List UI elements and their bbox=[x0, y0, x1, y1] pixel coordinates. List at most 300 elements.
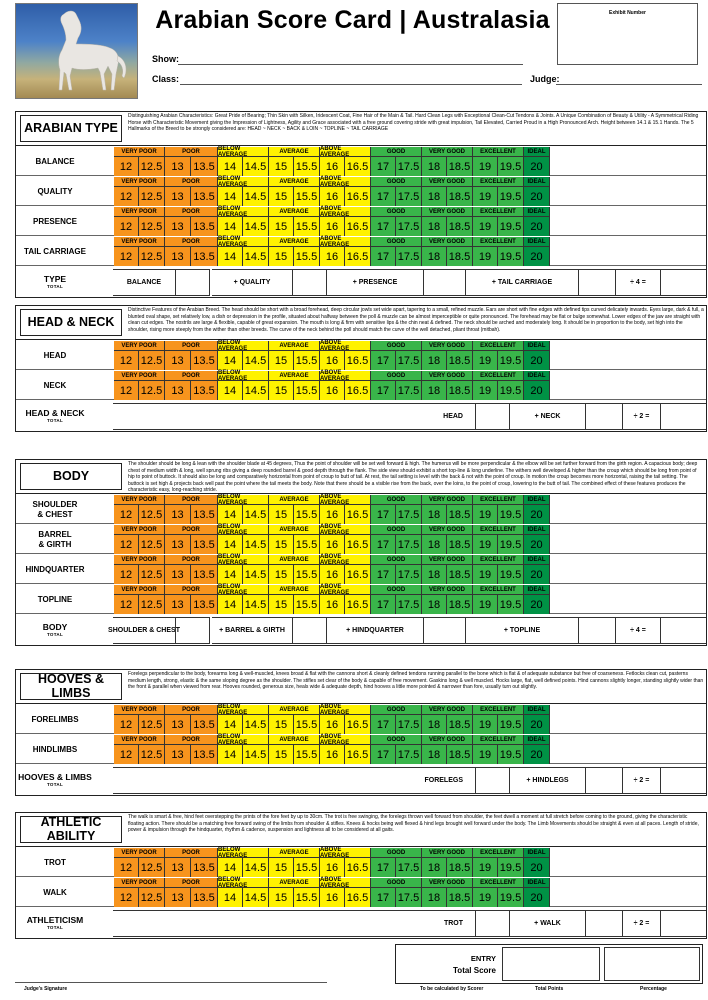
category-label bbox=[524, 495, 550, 505]
score-value: 19 bbox=[473, 217, 498, 236]
category-text: EXCELLENT bbox=[473, 341, 524, 351]
category-text: VERY POOR bbox=[114, 147, 165, 157]
score-value: 18.5 bbox=[447, 745, 473, 764]
total-input-box[interactable] bbox=[660, 403, 707, 430]
category-text: GOOD bbox=[371, 237, 422, 247]
score-value: 15 bbox=[269, 217, 294, 236]
score-value: 13.5 bbox=[191, 535, 218, 554]
score-value: 18.5 bbox=[447, 157, 473, 176]
category-label bbox=[218, 878, 269, 888]
category-label bbox=[524, 585, 550, 595]
category-label bbox=[269, 147, 320, 157]
category-label bbox=[473, 705, 524, 715]
category-label bbox=[524, 848, 550, 858]
score-value: 14 bbox=[218, 535, 243, 554]
score-value: 15.5 bbox=[294, 157, 320, 176]
score-value: 13 bbox=[165, 595, 191, 614]
category-text: IDEAL bbox=[524, 207, 550, 217]
category-text: EXCELLENT bbox=[473, 848, 524, 858]
score-value: 15.5 bbox=[294, 715, 320, 734]
judge-label: Judge: bbox=[530, 74, 560, 84]
category-text: AVERAGE bbox=[269, 237, 320, 247]
score-value: 17.5 bbox=[396, 858, 422, 877]
section-title: ATHLETIC ABILITY bbox=[20, 816, 122, 843]
total-part-label bbox=[327, 269, 423, 296]
total-part-label bbox=[113, 910, 475, 937]
score-value: 18.5 bbox=[447, 351, 473, 370]
section-total-row bbox=[15, 909, 707, 938]
score-value: 19 bbox=[473, 381, 498, 400]
score-value: 12.5 bbox=[139, 247, 165, 266]
category-text: GOOD bbox=[371, 177, 422, 187]
score-value: 14.5 bbox=[243, 217, 269, 236]
score-value: 13.5 bbox=[191, 351, 218, 370]
category-text: VERY GOOD bbox=[422, 371, 473, 381]
category-text: BELOW AVERAGE bbox=[218, 585, 269, 595]
score-value: 12 bbox=[114, 888, 139, 907]
score-value: 18 bbox=[422, 217, 447, 236]
total-input-box[interactable] bbox=[175, 269, 210, 296]
score-value: 18.5 bbox=[447, 217, 473, 236]
score-value: 12.5 bbox=[139, 351, 165, 370]
category-text: EXCELLENT bbox=[473, 237, 524, 247]
judge-field[interactable] bbox=[556, 84, 702, 85]
category-text: IDEAL bbox=[524, 177, 550, 187]
total-part-label bbox=[623, 910, 660, 937]
score-value: 15.5 bbox=[294, 187, 320, 206]
total-label bbox=[15, 766, 95, 795]
score-value: 17 bbox=[371, 187, 396, 206]
total-input-box[interactable] bbox=[585, 767, 623, 794]
total-input-box[interactable] bbox=[475, 767, 510, 794]
score-value: 19 bbox=[473, 157, 498, 176]
total-points-field[interactable] bbox=[502, 947, 600, 981]
total-part-text: + TOPLINE bbox=[503, 627, 541, 634]
category-text: ABOVE AVERAGE bbox=[320, 207, 371, 217]
score-value: 18 bbox=[422, 595, 447, 614]
category-text: GOOD bbox=[371, 848, 422, 858]
score-value: 20 bbox=[524, 888, 550, 907]
score-value: 12 bbox=[114, 217, 139, 236]
category-text: GOOD bbox=[371, 341, 422, 351]
score-value: 14 bbox=[218, 217, 243, 236]
horse-silhouette bbox=[16, 4, 138, 99]
category-label bbox=[320, 207, 371, 217]
total-input-box[interactable] bbox=[660, 269, 707, 296]
score-value: 17.5 bbox=[396, 535, 422, 554]
score-row bbox=[15, 147, 707, 176]
total-part-label bbox=[466, 617, 578, 644]
score-value: 13.5 bbox=[191, 565, 218, 584]
score-value: 17 bbox=[371, 888, 396, 907]
score-value: 18.5 bbox=[447, 505, 473, 524]
total-input-box[interactable] bbox=[175, 617, 210, 644]
score-value: 16 bbox=[320, 247, 345, 266]
score-value: 16.5 bbox=[345, 247, 371, 266]
score-value: 19 bbox=[473, 535, 498, 554]
total-part-text: ÷ 4 = bbox=[630, 627, 646, 634]
score-value: 17 bbox=[371, 715, 396, 734]
category-label bbox=[320, 705, 371, 715]
score-value: 17.5 bbox=[396, 888, 422, 907]
total-part-label bbox=[327, 617, 423, 644]
category-text: POOR bbox=[165, 237, 218, 247]
category-label bbox=[114, 341, 165, 351]
category-text: BELOW AVERAGE bbox=[218, 705, 269, 715]
category-text: GOOD bbox=[371, 207, 422, 217]
row-label: PRESENCE bbox=[32, 216, 77, 226]
score-row bbox=[15, 735, 707, 764]
total-input-box[interactable] bbox=[292, 269, 327, 296]
category-label bbox=[218, 341, 269, 351]
category-label bbox=[165, 237, 218, 247]
score-value: 17.5 bbox=[396, 565, 422, 584]
score-value: 18.5 bbox=[447, 565, 473, 584]
score-value: 17.5 bbox=[396, 715, 422, 734]
category-label bbox=[218, 495, 269, 505]
total-input-box[interactable] bbox=[660, 767, 707, 794]
score-value: 15 bbox=[269, 858, 294, 877]
score-value: 18.5 bbox=[447, 187, 473, 206]
category-label bbox=[114, 207, 165, 217]
score-value: 14.5 bbox=[243, 187, 269, 206]
score-value: 14 bbox=[218, 745, 243, 764]
score-value: 17.5 bbox=[396, 187, 422, 206]
section-description: The shoulder should be long & lean with the shoulder blade at 45 degrees, Thus the point of shoulder will be set well forward & high. The humerus will be more perpendicular & the elbow will be set further forward from the girth region. A capacious body; deep chest of medium width & long, well sprung ribs giving a deep rounded barrel & good depth through the flank. The side view should exhibit a short top-line & long underline. The withers well developed & higher than the croup which should be long from point of hip to point of buttock. It should also be long and comparatively horizontal from point of croup to butt of tail. At rest, the tail setting is level with the back & not with the point of croup. In motion the croup becomes more horizontal, raising the tail setting. The buttock is set high & projects back well past the point where the tail meets the body. Note that there should be a visible rise from the back, over the loins, to the point of croup, lowering to the butt of tail. The combined effect of these features produces the characteristic easy, long-reaching stride. bbox=[128, 461, 698, 492]
category-label bbox=[269, 207, 320, 217]
score-value: 19 bbox=[473, 888, 498, 907]
category-label bbox=[371, 525, 422, 535]
score-value: 16.5 bbox=[345, 745, 371, 764]
score-row bbox=[15, 848, 707, 877]
category-text: POOR bbox=[165, 848, 218, 858]
score-value: 16.5 bbox=[345, 715, 371, 734]
category-text: BELOW AVERAGE bbox=[218, 371, 269, 381]
score-value: 15 bbox=[269, 381, 294, 400]
score-value: 13 bbox=[165, 381, 191, 400]
score-value: 13 bbox=[165, 535, 191, 554]
signature-line[interactable] bbox=[15, 982, 327, 983]
category-label bbox=[371, 147, 422, 157]
total-input-box[interactable] bbox=[585, 403, 623, 430]
score-value: 19.5 bbox=[498, 217, 524, 236]
score-value: 16.5 bbox=[345, 157, 371, 176]
score-value: 13.5 bbox=[191, 858, 218, 877]
score-row bbox=[15, 207, 707, 236]
category-label bbox=[218, 585, 269, 595]
category-label bbox=[165, 555, 218, 565]
category-text: VERY POOR bbox=[114, 555, 165, 565]
score-value: 17.5 bbox=[396, 595, 422, 614]
category-label bbox=[218, 525, 269, 535]
score-value: 17 bbox=[371, 535, 396, 554]
score-value: 19.5 bbox=[498, 247, 524, 266]
score-value: 14.5 bbox=[243, 888, 269, 907]
score-value: 19.5 bbox=[498, 745, 524, 764]
total-input-box[interactable] bbox=[585, 910, 623, 937]
category-label bbox=[269, 585, 320, 595]
score-value: 16.5 bbox=[345, 535, 371, 554]
score-value: 20 bbox=[524, 381, 550, 400]
score-value: 14.5 bbox=[243, 505, 269, 524]
category-text: VERY POOR bbox=[114, 341, 165, 351]
class-label: Class: bbox=[152, 74, 180, 84]
total-input-box[interactable] bbox=[423, 617, 466, 644]
score-value: 18.5 bbox=[447, 381, 473, 400]
category-label bbox=[524, 371, 550, 381]
total-input-box[interactable] bbox=[475, 403, 510, 430]
score-value: 19.5 bbox=[498, 381, 524, 400]
category-text: GOOD bbox=[371, 705, 422, 715]
category-label bbox=[218, 848, 269, 858]
score-value: 15 bbox=[269, 535, 294, 554]
score-value: 17 bbox=[371, 565, 396, 584]
score-value: 16.5 bbox=[345, 217, 371, 236]
row-label: TOPLINE bbox=[37, 594, 73, 604]
score-value: 13.5 bbox=[191, 247, 218, 266]
score-value: 15 bbox=[269, 157, 294, 176]
category-label bbox=[320, 495, 371, 505]
score-row bbox=[15, 878, 707, 907]
category-label bbox=[422, 555, 473, 565]
category-text: GOOD bbox=[371, 878, 422, 888]
row-label: TROT bbox=[44, 857, 66, 867]
total-label-name: HEAD & NECK bbox=[25, 408, 85, 419]
category-label bbox=[473, 495, 524, 505]
show-field[interactable] bbox=[178, 64, 523, 65]
category-label bbox=[422, 525, 473, 535]
category-text: VERY POOR bbox=[114, 878, 165, 888]
section-header bbox=[15, 111, 707, 146]
category-text: AVERAGE bbox=[269, 735, 320, 745]
total-part-text: HEAD bbox=[443, 413, 463, 420]
exhibit-number-box[interactable] bbox=[557, 3, 698, 65]
category-text: EXCELLENT bbox=[473, 585, 524, 595]
score-value: 16 bbox=[320, 351, 345, 370]
category-text: VERY POOR bbox=[114, 585, 165, 595]
category-label bbox=[524, 555, 550, 565]
category-text: VERY GOOD bbox=[422, 495, 473, 505]
score-value: 15.5 bbox=[294, 595, 320, 614]
total-part-text: SHOULDER & CHEST bbox=[108, 627, 180, 634]
total-part-label bbox=[466, 269, 578, 296]
score-value: 14 bbox=[218, 247, 243, 266]
row-label: QUALITY bbox=[37, 186, 73, 196]
score-value: 12 bbox=[114, 715, 139, 734]
category-label bbox=[218, 735, 269, 745]
score-value: 20 bbox=[524, 217, 550, 236]
total-label-name: BODY bbox=[42, 622, 68, 633]
category-text: BELOW AVERAGE bbox=[218, 525, 269, 535]
score-value: 15.5 bbox=[294, 535, 320, 554]
total-input-box[interactable] bbox=[660, 617, 707, 644]
category-text: ABOVE AVERAGE bbox=[320, 147, 371, 157]
total-input-box[interactable] bbox=[660, 910, 707, 937]
total-input-box[interactable] bbox=[578, 269, 616, 296]
category-label bbox=[422, 878, 473, 888]
total-part-label bbox=[623, 767, 660, 794]
category-label bbox=[371, 878, 422, 888]
category-text: IDEAL bbox=[524, 878, 550, 888]
category-text: BELOW AVERAGE bbox=[218, 848, 269, 858]
section-title: BODY bbox=[20, 463, 122, 490]
total-input-box[interactable] bbox=[292, 617, 327, 644]
category-text: IDEAL bbox=[524, 555, 550, 565]
score-value: 17 bbox=[371, 247, 396, 266]
signature-label: Judge's Signature bbox=[24, 986, 68, 992]
category-text: BELOW AVERAGE bbox=[218, 207, 269, 217]
score-value: 20 bbox=[524, 187, 550, 206]
row-label: BALANCE bbox=[35, 156, 75, 166]
category-text: IDEAL bbox=[524, 735, 550, 745]
category-text: ABOVE AVERAGE bbox=[320, 341, 371, 351]
category-label bbox=[422, 341, 473, 351]
score-value: 12.5 bbox=[139, 858, 165, 877]
category-label bbox=[320, 371, 371, 381]
category-label bbox=[269, 341, 320, 351]
category-label bbox=[371, 207, 422, 217]
category-text: GOOD bbox=[371, 525, 422, 535]
total-part-label bbox=[113, 767, 475, 794]
score-value: 14.5 bbox=[243, 351, 269, 370]
category-text: AVERAGE bbox=[269, 371, 320, 381]
category-label bbox=[218, 237, 269, 247]
score-value: 15 bbox=[269, 595, 294, 614]
category-label bbox=[165, 878, 218, 888]
category-text: AVERAGE bbox=[269, 177, 320, 187]
category-text: VERY GOOD bbox=[422, 555, 473, 565]
total-part-text: + BARREL & GIRTH bbox=[219, 627, 285, 634]
score-row bbox=[15, 585, 707, 614]
score-value: 17 bbox=[371, 505, 396, 524]
category-text: BELOW AVERAGE bbox=[218, 735, 269, 745]
category-label bbox=[165, 735, 218, 745]
score-value: 14 bbox=[218, 351, 243, 370]
category-text: VERY GOOD bbox=[422, 878, 473, 888]
score-value: 16 bbox=[320, 595, 345, 614]
score-value: 20 bbox=[524, 351, 550, 370]
score-value: 16 bbox=[320, 157, 345, 176]
total-label bbox=[15, 268, 95, 297]
category-text: VERY GOOD bbox=[422, 525, 473, 535]
score-value: 17 bbox=[371, 745, 396, 764]
score-row bbox=[15, 495, 707, 524]
score-value: 19.5 bbox=[498, 187, 524, 206]
category-label bbox=[269, 705, 320, 715]
score-value: 14.5 bbox=[243, 565, 269, 584]
total-part-label bbox=[510, 910, 585, 937]
category-text: POOR bbox=[165, 495, 218, 505]
score-value: 17.5 bbox=[396, 351, 422, 370]
total-input-box[interactable] bbox=[475, 910, 510, 937]
score-value: 12 bbox=[114, 247, 139, 266]
percentage-field[interactable] bbox=[604, 947, 700, 981]
total-part-text: ÷ 2 = bbox=[633, 777, 650, 784]
category-label bbox=[114, 147, 165, 157]
score-value: 17.5 bbox=[396, 157, 422, 176]
row-label: SHOULDER & CHEST bbox=[32, 499, 78, 519]
total-label-sub: TOTAL bbox=[46, 417, 64, 423]
score-value: 15 bbox=[269, 187, 294, 206]
score-value: 19 bbox=[473, 505, 498, 524]
section-header bbox=[15, 812, 707, 847]
score-value: 18 bbox=[422, 247, 447, 266]
category-label bbox=[371, 705, 422, 715]
category-text: AVERAGE bbox=[269, 585, 320, 595]
category-label bbox=[473, 848, 524, 858]
score-value: 20 bbox=[524, 505, 550, 524]
score-value: 18 bbox=[422, 381, 447, 400]
score-value: 15.5 bbox=[294, 745, 320, 764]
category-text: VERY POOR bbox=[114, 705, 165, 715]
category-label bbox=[422, 371, 473, 381]
score-value: 12 bbox=[114, 351, 139, 370]
row-label: HINDQUARTER bbox=[25, 564, 85, 574]
category-text: EXCELLENT bbox=[473, 735, 524, 745]
category-label bbox=[269, 848, 320, 858]
category-label bbox=[371, 585, 422, 595]
class-field[interactable] bbox=[180, 84, 522, 85]
score-value: 14.5 bbox=[243, 157, 269, 176]
total-label bbox=[15, 616, 95, 645]
category-text: IDEAL bbox=[524, 341, 550, 351]
category-label bbox=[371, 371, 422, 381]
category-text: EXCELLENT bbox=[473, 371, 524, 381]
category-text: ABOVE AVERAGE bbox=[320, 705, 371, 715]
section-total-row bbox=[15, 616, 707, 645]
score-value: 20 bbox=[524, 535, 550, 554]
score-value: 16.5 bbox=[345, 565, 371, 584]
score-value: 18 bbox=[422, 157, 447, 176]
category-text: POOR bbox=[165, 147, 218, 157]
row-label: WALK bbox=[43, 887, 67, 897]
score-value: 13 bbox=[165, 715, 191, 734]
category-text: VERY GOOD bbox=[422, 705, 473, 715]
total-label-name: HOOVES & LIMBS bbox=[18, 772, 92, 783]
score-value: 15 bbox=[269, 565, 294, 584]
score-value: 19 bbox=[473, 595, 498, 614]
total-input-box[interactable] bbox=[423, 269, 466, 296]
category-label bbox=[473, 735, 524, 745]
score-value: 19.5 bbox=[498, 565, 524, 584]
category-text: GOOD bbox=[371, 495, 422, 505]
section-total-row bbox=[15, 766, 707, 795]
category-text: VERY POOR bbox=[114, 177, 165, 187]
category-text: BELOW AVERAGE bbox=[218, 878, 269, 888]
category-label bbox=[269, 177, 320, 187]
score-value: 18 bbox=[422, 888, 447, 907]
category-text: IDEAL bbox=[524, 525, 550, 535]
score-value: 18.5 bbox=[447, 715, 473, 734]
score-value: 14 bbox=[218, 565, 243, 584]
category-label bbox=[165, 147, 218, 157]
category-label bbox=[524, 207, 550, 217]
score-value: 12 bbox=[114, 505, 139, 524]
score-value: 15 bbox=[269, 351, 294, 370]
total-input-box[interactable] bbox=[578, 617, 616, 644]
category-label bbox=[165, 341, 218, 351]
category-label bbox=[422, 848, 473, 858]
row-label: TAIL CARRIAGE bbox=[24, 246, 86, 256]
score-value: 12 bbox=[114, 157, 139, 176]
category-text: IDEAL bbox=[524, 237, 550, 247]
score-value: 15 bbox=[269, 888, 294, 907]
category-text: VERY POOR bbox=[114, 207, 165, 217]
total-part-label bbox=[510, 767, 585, 794]
score-value: 18 bbox=[422, 715, 447, 734]
category-label bbox=[524, 237, 550, 247]
score-value: 12.5 bbox=[139, 505, 165, 524]
